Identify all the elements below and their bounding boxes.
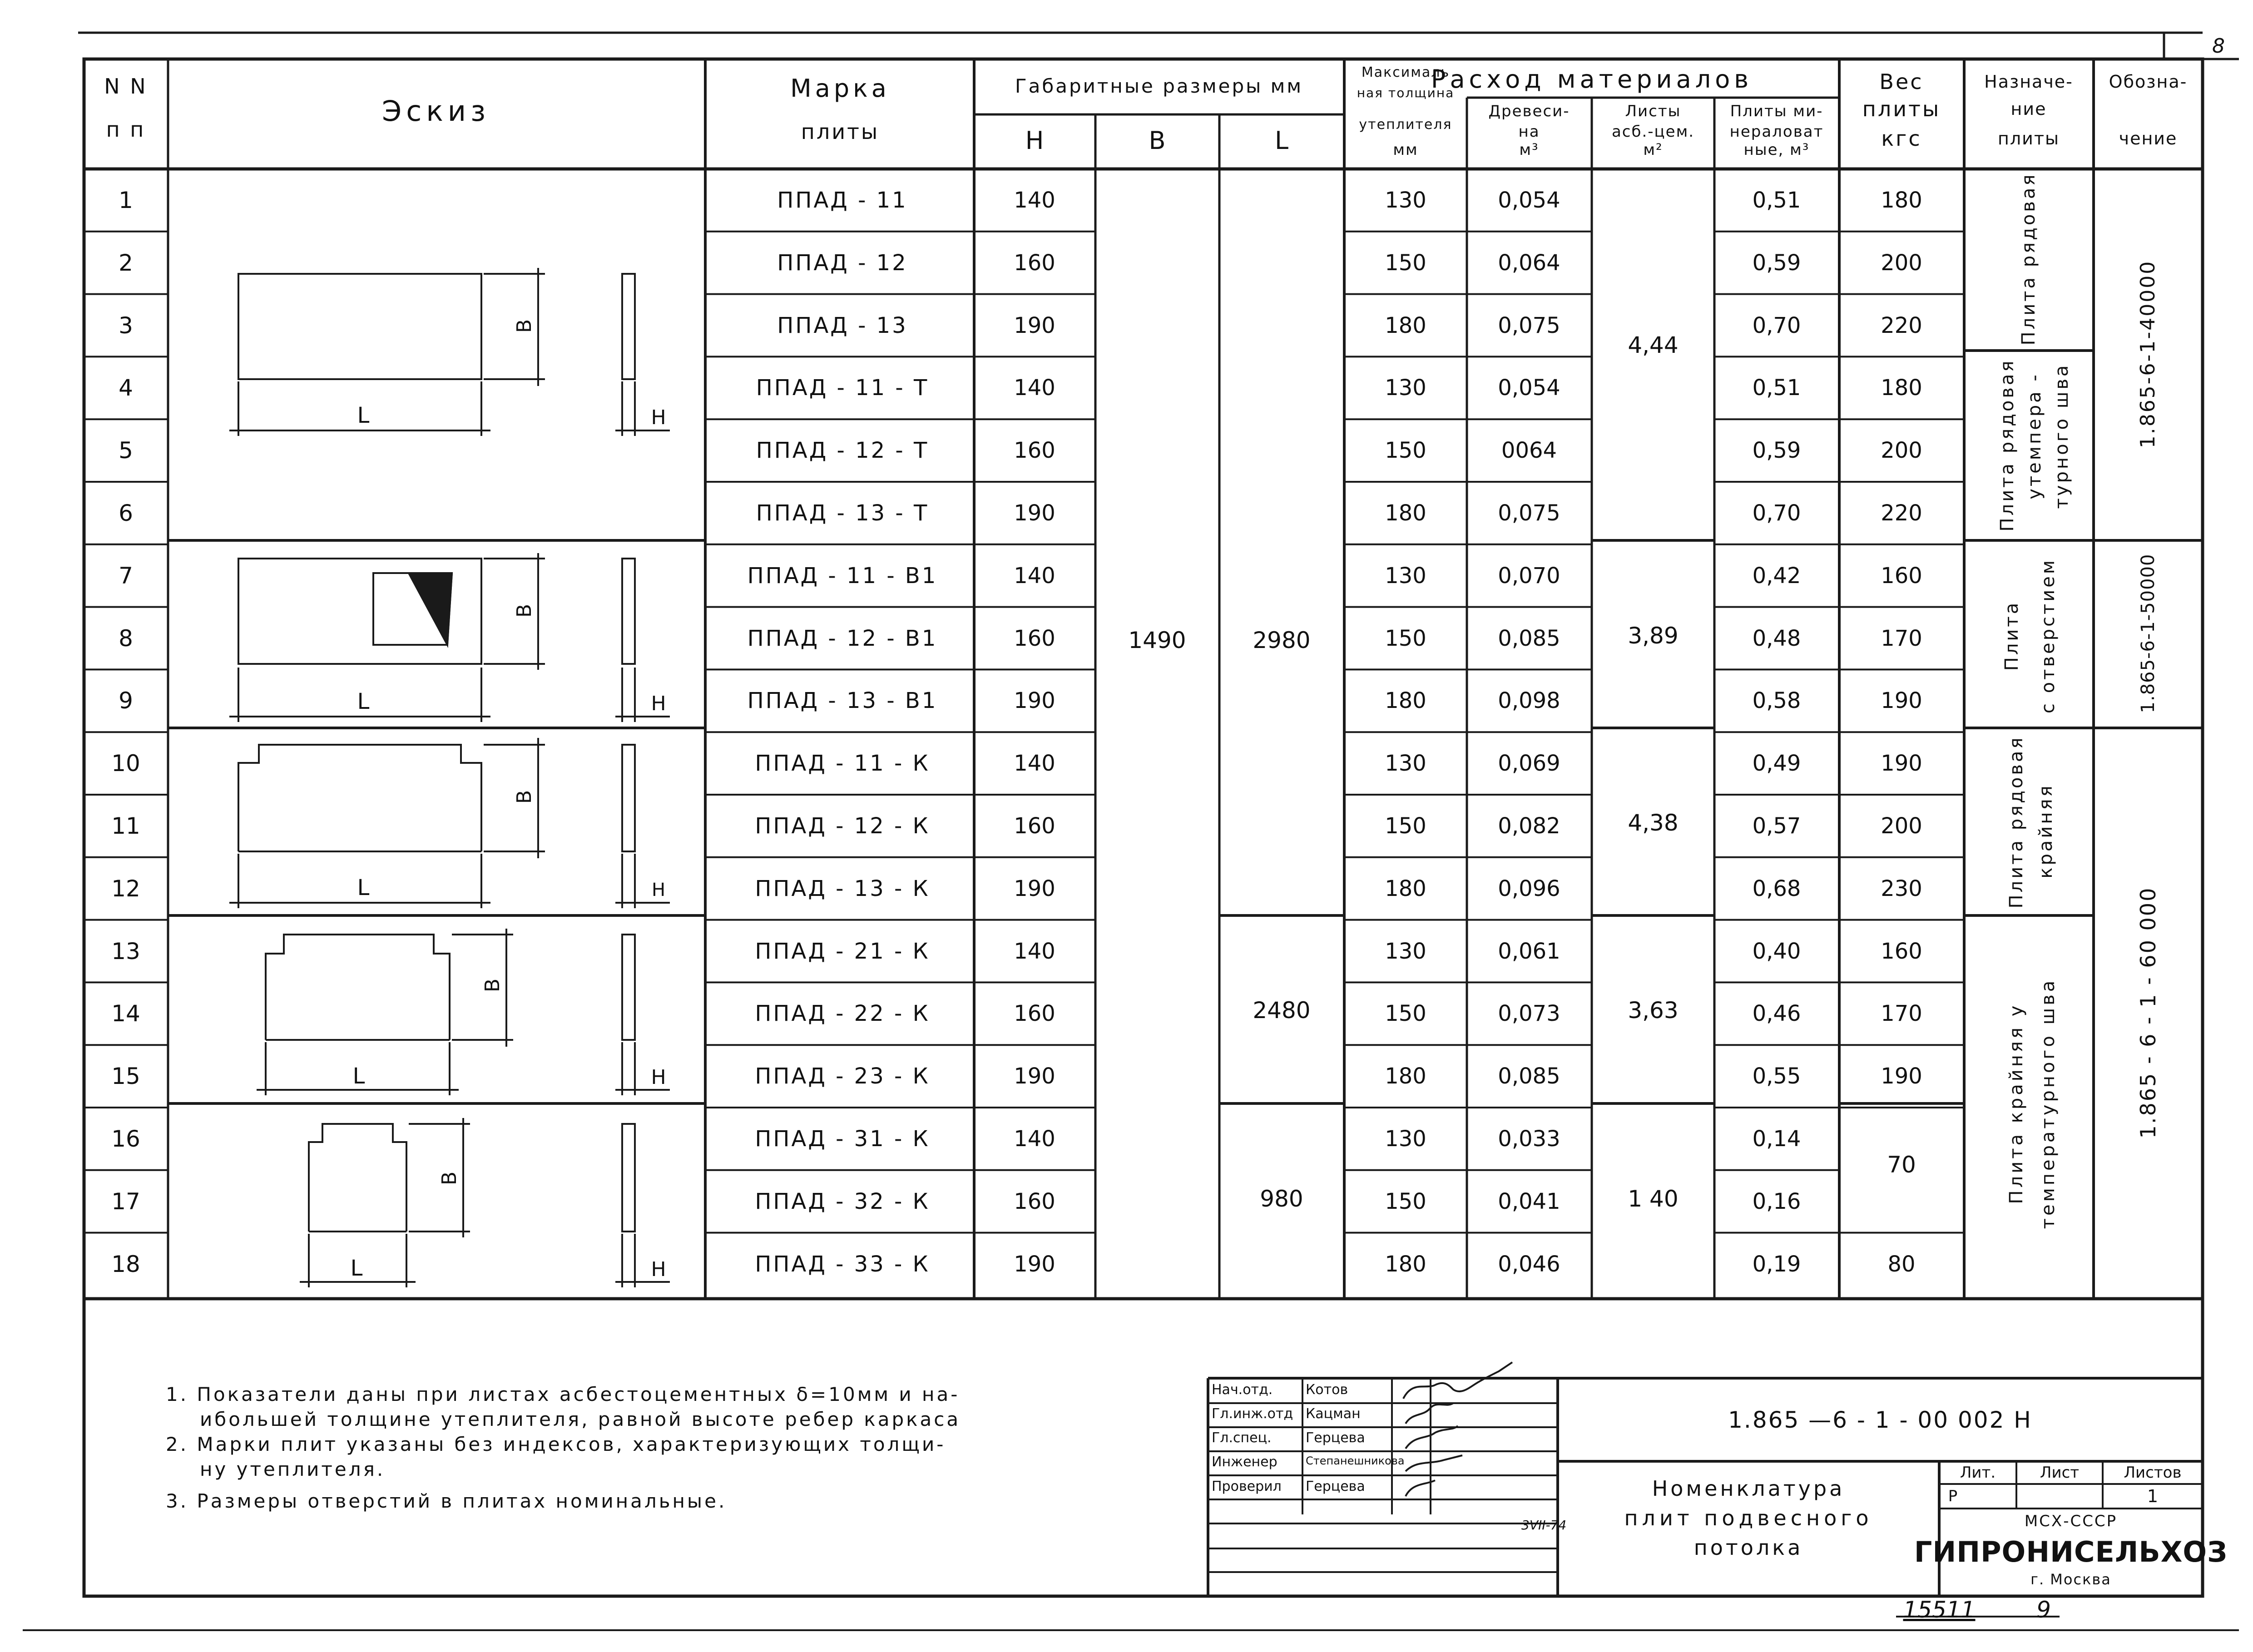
cell-h: 140 — [1014, 375, 1055, 401]
cell-min: 0,42 — [1752, 563, 1801, 589]
header-l: L — [1274, 126, 1289, 155]
signatory-name: Котов — [1306, 1382, 1348, 1398]
cell-wt: 180 — [1881, 187, 1922, 213]
title-block-date: 3VII-74 — [1521, 1518, 1567, 1533]
sketch5-label-b: В — [438, 1171, 461, 1186]
cell-wt: 220 — [1881, 500, 1922, 526]
cell-n: 18 — [111, 1251, 140, 1277]
cell-n: 13 — [111, 938, 140, 964]
header-sheets-3: м² — [1643, 141, 1663, 159]
document-code: 1.865 —6 - 1 - 00 002 Н — [1728, 1407, 2032, 1433]
cell-mark: ППАД - 11 - Т — [756, 375, 929, 401]
cell-wt: 80 — [1887, 1251, 1916, 1277]
cell-n: 5 — [119, 437, 133, 464]
sketch3-label-l: L — [357, 875, 370, 900]
cell-h: 160 — [1014, 625, 1055, 651]
cell-min: 0,55 — [1752, 1063, 1801, 1089]
header-mark-2: плиты — [801, 119, 880, 144]
title-block-sheets: 1 — [2147, 1486, 2159, 1506]
cell-wt: 160 — [1881, 938, 1922, 964]
title-line-3: потолка — [1693, 1535, 1803, 1560]
cell-mark: ППАД - 23 - К — [755, 1063, 930, 1089]
purpose-2b: утемпера - — [2024, 372, 2045, 500]
cell-ins: 130 — [1385, 1126, 1426, 1152]
sketch2-label-h: Н — [651, 692, 666, 715]
cell-mark: ППАД - 32 - К — [755, 1188, 930, 1214]
cell-wood: 0,046 — [1498, 1251, 1560, 1277]
cell-n: 12 — [111, 875, 140, 902]
cell-wood: 0,054 — [1498, 375, 1560, 401]
cell-wt: 190 — [1881, 751, 1922, 777]
merged-l-3: 980 — [1260, 1186, 1303, 1212]
cell-wood: 0,096 — [1498, 875, 1560, 901]
cell-min: 0,16 — [1752, 1188, 1801, 1214]
cell-h: 140 — [1014, 938, 1055, 964]
merged-l-1: 2980 — [1253, 627, 1311, 653]
cell-h: 160 — [1014, 813, 1055, 839]
header-wood: Древеси- — [1488, 102, 1570, 120]
note-2b: ну утеплителя. — [200, 1458, 386, 1480]
merged-sheets-1: 4,44 — [1628, 332, 1679, 358]
header-purpose-2: ние — [2010, 99, 2047, 119]
cell-min: 0,68 — [1752, 875, 1801, 901]
organization-city: г. Москва — [2030, 1571, 2111, 1588]
sketch4-label-l: L — [352, 1063, 365, 1089]
cell-wt: 180 — [1881, 375, 1922, 401]
cell-min: 0,58 — [1752, 688, 1801, 714]
cell-min: 0,49 — [1752, 751, 1801, 777]
signatory-role: Нач.отд. — [1212, 1382, 1273, 1398]
designation-2: 1.865-6-1-50000 — [2138, 554, 2159, 713]
cell-n: 10 — [111, 750, 140, 777]
cell-ins: 150 — [1385, 438, 1426, 464]
merged-sheets-4: 3,63 — [1628, 997, 1679, 1024]
cell-h: 140 — [1014, 563, 1055, 589]
cell-min: 0,46 — [1752, 1001, 1801, 1027]
header-wood-2: на — [1518, 123, 1540, 141]
cell-mark: ППАД - 11 - К — [755, 751, 930, 777]
cell-h: 140 — [1014, 187, 1055, 213]
cell-wood: 0,073 — [1498, 1001, 1560, 1027]
cell-ins: 180 — [1385, 1251, 1426, 1277]
signatory-role: Инженер — [1212, 1454, 1278, 1470]
cell-n: 16 — [111, 1125, 140, 1152]
cell-h: 190 — [1014, 688, 1055, 714]
sketch1-label-l: L — [357, 403, 370, 428]
cell-wood: 0,041 — [1498, 1188, 1560, 1214]
cell-wt: 200 — [1881, 438, 1922, 464]
cell-min: 0,59 — [1752, 438, 1801, 464]
merged-sheets-5: 1 40 — [1628, 1186, 1679, 1212]
note-1a: 1. Показатели даны при листах асбестоцементных δ=10мм и на- — [166, 1383, 960, 1405]
cell-wood: 0,075 — [1498, 312, 1560, 338]
cell-min: 0,70 — [1752, 500, 1801, 526]
cell-mark: ППАД - 21 - К — [755, 938, 930, 964]
cell-min: 0,19 — [1752, 1251, 1801, 1277]
cell-ins: 130 — [1385, 375, 1426, 401]
header-purpose-3: плиты — [1998, 129, 2060, 148]
cell-mark: ППАД - 33 - К — [755, 1251, 930, 1277]
inventory-number: 15511 — [1903, 1597, 1976, 1623]
sketch4-label-h: Н — [651, 1066, 666, 1089]
cell-wt: 230 — [1881, 875, 1922, 901]
cell-h: 190 — [1014, 1251, 1055, 1277]
sketch2-label-b: В — [513, 603, 536, 618]
header-maxins: Максималь — [1361, 64, 1450, 80]
purpose-1: Плита рядовая — [2018, 172, 2039, 346]
title-block-lit-header: Лит. — [1960, 1464, 1996, 1482]
sketch3-label-h: Н — [651, 880, 666, 900]
cell-h: 160 — [1014, 250, 1055, 276]
sketch2-label-l: L — [357, 689, 370, 714]
header-purpose: Назначе- — [1984, 72, 2073, 92]
sketch5-label-h: Н — [651, 1258, 666, 1281]
cell-mark: ППАД - 11 - В1 — [747, 563, 938, 589]
cell-h: 190 — [1014, 1063, 1055, 1089]
cell-wt: 190 — [1881, 1063, 1922, 1089]
cell-h: 160 — [1014, 1001, 1055, 1027]
header-desig: Обозна- — [2109, 72, 2188, 92]
header-sheets: Листы — [1625, 102, 1681, 120]
note-3: 3. Размеры отверстий в плитах номинальные. — [166, 1490, 727, 1512]
sheet-number: 8 — [2212, 35, 2225, 58]
purpose-2a: Плита рядовая — [1997, 358, 2018, 532]
cell-ins: 150 — [1385, 250, 1426, 276]
cell-wood: 0,033 — [1498, 1126, 1560, 1152]
note-1b: ибольшей толщине утеплителя, равной высоте ребер каркаса — [200, 1408, 961, 1430]
signatory-role: Проверил — [1212, 1479, 1282, 1494]
header-maxins-3: утеплителя — [1359, 117, 1452, 133]
organization-ministry: МСХ-СССР — [2024, 1512, 2118, 1530]
header-maxins-4: мм — [1393, 141, 1418, 159]
header-sketch: Эскиз — [381, 94, 490, 128]
cell-wood: 0,054 — [1498, 187, 1560, 213]
cell-ins: 130 — [1385, 751, 1426, 777]
purpose-5b: температурного шва — [2038, 978, 2059, 1229]
cell-h: 160 — [1014, 438, 1055, 464]
cell-wood: 0,064 — [1498, 250, 1560, 276]
title-block-lit: Р — [1948, 1487, 1958, 1505]
cell-wt: 190 — [1881, 688, 1922, 714]
cell-ins: 150 — [1385, 813, 1426, 839]
page-number: 9 — [2036, 1597, 2051, 1623]
cell-wood: 0,069 — [1498, 751, 1560, 777]
title-line-2: плит подвесного — [1624, 1506, 1873, 1530]
cell-ins: 130 — [1385, 187, 1426, 213]
header-mark: Марка — [790, 74, 890, 103]
cell-ins: 150 — [1385, 625, 1426, 651]
cell-wood: 0,085 — [1498, 625, 1560, 651]
purpose-4a: Плита рядовая — [2006, 735, 2027, 909]
cell-ins: 180 — [1385, 875, 1426, 901]
header-weight: Вес — [1879, 69, 1924, 94]
signatory-name: Степанешникова — [1306, 1454, 1405, 1467]
cell-wood: 0064 — [1501, 438, 1557, 464]
header-b: В — [1149, 126, 1166, 155]
cell-ins: 150 — [1385, 1001, 1426, 1027]
signatory-name: Герцева — [1306, 1479, 1365, 1494]
signatory-name: Кацман — [1306, 1406, 1361, 1422]
header-mineral-3: ные, м³ — [1743, 141, 1810, 159]
cell-mark: ППАД - 12 - Т — [756, 438, 929, 464]
cell-n: 9 — [119, 688, 133, 714]
header-weight-2: плиты — [1862, 97, 1941, 121]
signatory-role: Гл.инж.отд — [1212, 1406, 1293, 1422]
cell-mark: ППАД - 13 - В1 — [747, 688, 938, 714]
purpose-5a: Плита крайняя у — [2006, 1003, 2027, 1204]
header-weight-3: кгс — [1881, 126, 1922, 151]
cell-min: 0,40 — [1752, 938, 1801, 964]
cell-ins: 130 — [1385, 938, 1426, 964]
purpose-2c: турного шва — [2051, 363, 2072, 509]
merged-l-2: 2480 — [1253, 997, 1311, 1024]
merged-sheets-2: 3,89 — [1628, 623, 1679, 649]
header-nn: N N — [104, 74, 148, 99]
note-2a: 2. Марки плит указаны без индексов, характеризующих толщи- — [166, 1433, 946, 1455]
sketch5-label-l: L — [350, 1256, 363, 1281]
cell-h: 140 — [1014, 751, 1055, 777]
cell-ins: 180 — [1385, 500, 1426, 526]
cell-n: 3 — [119, 312, 133, 339]
header-sheets-2: асб.-цем. — [1611, 123, 1695, 141]
header-dims: Габаритные размеры мм — [1015, 75, 1303, 97]
cell-wt: 200 — [1881, 813, 1922, 839]
cell-h: 190 — [1014, 500, 1055, 526]
cell-ins: 180 — [1385, 688, 1426, 714]
cell-wt: 160 — [1881, 563, 1922, 589]
title-block-sheet-header: Лист — [2040, 1464, 2080, 1482]
cell-ins: 150 — [1385, 1188, 1426, 1214]
cell-min: 0,70 — [1752, 312, 1801, 338]
header-desig-2: чение — [2119, 129, 2178, 148]
designation-1: 1.865-6-1-40000 — [2136, 260, 2159, 449]
title-block-sheets-header: Листов — [2124, 1464, 2182, 1482]
sketch1-label-h: Н — [651, 406, 666, 429]
cell-min: 0,14 — [1752, 1126, 1801, 1152]
cell-ins: 130 — [1385, 563, 1426, 589]
cell-mark: ППАД - 22 - К — [755, 1001, 930, 1027]
header-mineral-2: нераловат — [1729, 123, 1824, 141]
cell-n: 1 — [119, 187, 133, 213]
cell-ins: 180 — [1385, 312, 1426, 338]
cell-wt: 170 — [1881, 1001, 1922, 1027]
header-nn-2: п п — [106, 117, 146, 142]
sketch-drawings — [229, 268, 670, 1287]
cell-wood: 0,070 — [1498, 563, 1560, 589]
cell-wood: 0,061 — [1498, 938, 1560, 964]
cell-n: 11 — [111, 812, 140, 839]
merged-b: 1490 — [1128, 627, 1186, 653]
cell-min: 0,51 — [1752, 375, 1801, 401]
cell-wood: 0,085 — [1498, 1063, 1560, 1089]
cell-wt: 170 — [1881, 625, 1922, 651]
sketch1-label-b: В — [513, 319, 536, 333]
cell-min: 0,48 — [1752, 625, 1801, 651]
signatory-name: Герцева — [1306, 1430, 1365, 1446]
cell-h: 160 — [1014, 1188, 1055, 1214]
cell-h: 190 — [1014, 312, 1055, 338]
cell-n: 4 — [119, 375, 133, 401]
header-mineral: Плиты ми- — [1730, 102, 1823, 120]
organization-name: ГИПРОНИСЕЛЬХОЗ — [1914, 1535, 2228, 1568]
merged-weight-16-17: 70 — [1887, 1152, 1916, 1178]
merged-sheets-3: 4,38 — [1628, 810, 1679, 836]
sketch4-label-b: В — [481, 978, 504, 993]
cell-n: 15 — [111, 1063, 140, 1090]
cell-wt: 220 — [1881, 312, 1922, 338]
designation-3: 1.865 - 6 - 1 - 60 000 — [2136, 886, 2160, 1139]
cell-wood: 0,082 — [1498, 813, 1560, 839]
cell-min: 0,59 — [1752, 250, 1801, 276]
cell-min: 0,51 — [1752, 187, 1801, 213]
header-wood-3: м³ — [1519, 141, 1539, 159]
cell-mark: ППАД - 12 - В1 — [747, 625, 938, 651]
cell-h: 190 — [1014, 875, 1055, 901]
header-h: Н — [1025, 126, 1044, 155]
cell-mark: ППАД - 13 - К — [755, 875, 930, 901]
cell-wt: 200 — [1881, 250, 1922, 276]
cell-n: 8 — [119, 625, 133, 652]
purpose-3a: Плита — [2001, 600, 2022, 671]
cell-n: 6 — [119, 500, 133, 526]
cell-mark: ППАД - 13 — [777, 312, 908, 338]
sketch3-label-b: В — [513, 790, 536, 804]
title-line-1: Номенклатура — [1652, 1476, 1845, 1501]
cell-h: 140 — [1014, 1126, 1055, 1152]
cell-mark: ППАД - 12 — [777, 250, 908, 276]
cell-n: 2 — [119, 249, 133, 276]
cell-n: 14 — [111, 1000, 140, 1027]
cell-ins: 180 — [1385, 1063, 1426, 1089]
cell-mark: ППАД - 13 - Т — [756, 500, 929, 526]
cell-mark: ППАД - 11 — [777, 187, 908, 213]
purpose-3b: с отверстием — [2038, 558, 2059, 714]
cell-mark: ППАД - 12 - К — [755, 813, 930, 839]
cell-n: 7 — [119, 562, 133, 589]
header-consumption: Расход материалов — [1431, 65, 1753, 94]
signatory-role: Гл.спец. — [1212, 1430, 1272, 1446]
cell-wood: 0,098 — [1498, 688, 1560, 714]
cell-mark: ППАД - 31 - К — [755, 1126, 930, 1152]
cell-n: 17 — [111, 1188, 140, 1215]
cell-wood: 0,075 — [1498, 500, 1560, 526]
header-maxins-2: ная толщина — [1357, 85, 1455, 100]
cell-min: 0,57 — [1752, 813, 1801, 839]
purpose-4b: крайняя — [2035, 783, 2056, 879]
